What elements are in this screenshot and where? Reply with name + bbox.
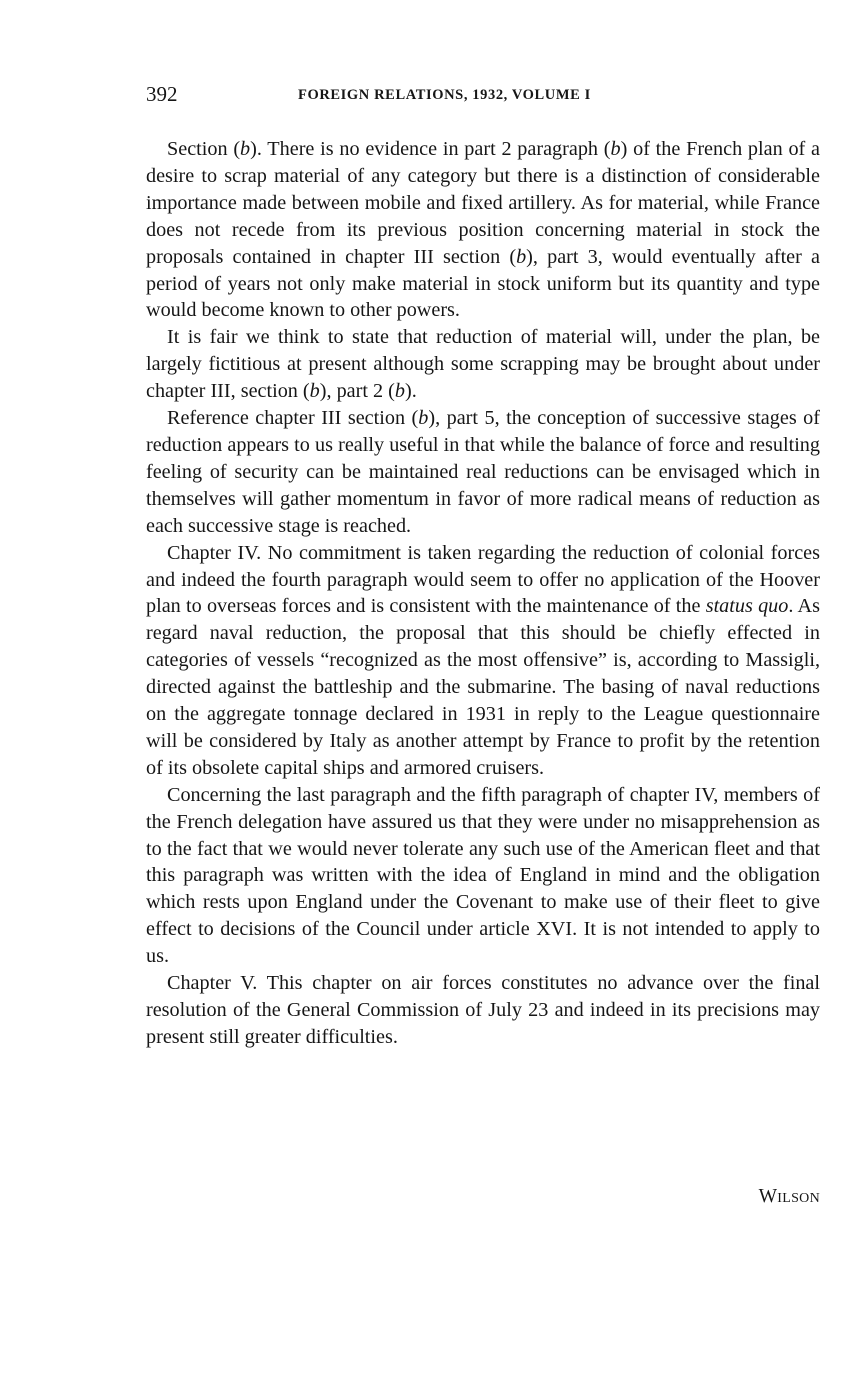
paragraph-chapter-v: Chapter V. This chapter on air forces constitutes no advance over the final resolution of the General Commission of July 23 and indeed in its precisions may present still greater difficulties. [146, 972, 820, 1048]
paragraph-last-fifth: Concerning the last paragraph and the fifth paragraph of chapter IV, members of the French delegation have assured us that they were under no misapprehension as to the fact that we would never tolerate any such use of the American fleet and that this paragraph was written with the idea of England in mind and the obligation which rests upon England under the Covenant to make use of their fleet to give effect to decisions of the Council under article XVI. It is not intended to apply to us. [146, 783, 820, 968]
paragraph-section-b: Section (b). There is no evidence in part 2 paragraph (b) of the French plan of a desire to scrap material of any category but there is a distinction of considerable importance made between mobile and fixed artillery. As for material, while France does not recede from its previous position concerning material in stock the proposals contained in chapter III section (b), part 3, would eventually after a period of years not only make material in stock uniform but its quantity and type would become known to other powers. [146, 138, 821, 322]
document-body [146, 136, 820, 1051]
page-number: 392 [146, 82, 178, 106]
paragraph-successive-stages: Reference chapter III section (b), part 5, the conception of successive stages of reduction appears to us really useful in that while the balance of force and resulting feeling of security can be maintained real reductions can be envisaged which in themselves will gather momentum in favor of more radical means of reduction as each successive stage is reached. [146, 407, 820, 537]
paragraph-chapter-iv: Chapter IV. No commitment is taken regarding the reduction of colonial forces and indeed the fourth paragraph would seem to offer no application of the Hoover plan to overseas forces and is consistent with the maintenance of the status quo. As regard naval reduction, the proposal that this should be chiefly effected in categories of vessels “recognized as the most offensive” is, according to Massigli, directed against the battleship and the submarine. The basing of naval reductions on the aggregate tonnage declared in 1931 in reply to the League questionnaire will be considered by Italy as another attempt by France to profit by the retention of its obsolete capital ships and armored cruisers. [146, 541, 820, 779]
page-header [146, 82, 818, 112]
signature: Wilson [758, 1186, 820, 1207]
paragraph-material-reduction: It is fair we think to state that reduction of material will, under the plan, be largely fictitious at present although some scrapping may be brought about under chapter III, section (b), part 2 (b). [146, 326, 820, 403]
running-head: FOREIGN RELATIONS, 1932, VOLUME I [298, 87, 591, 103]
